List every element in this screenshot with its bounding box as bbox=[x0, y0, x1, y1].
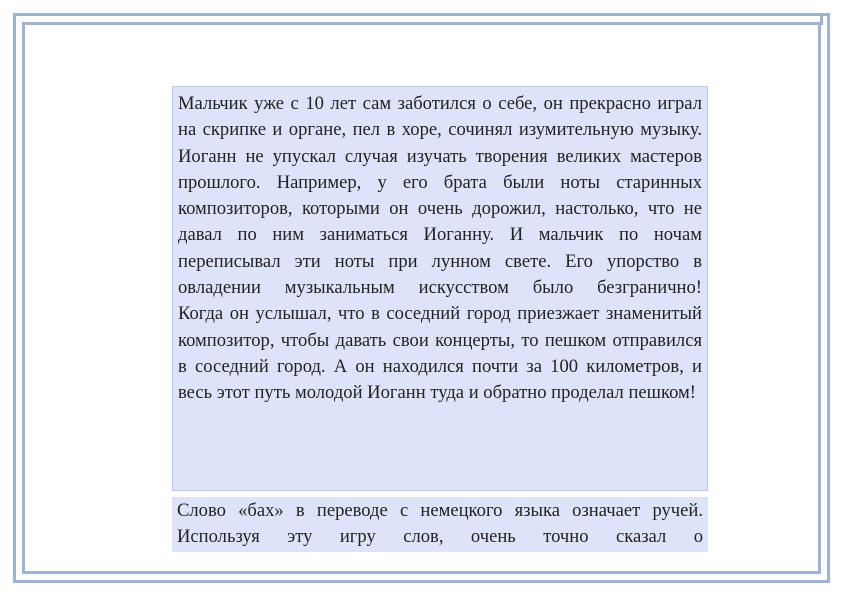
main-text-box bbox=[172, 86, 708, 491]
second-text-box bbox=[172, 497, 708, 552]
paragraph-1: Мальчик уже с 10 лет сам заботился о себе, он прекрасно играл на скрипке и органе, пел в хоре, сочинял изумительную музыку. bbox=[178, 93, 702, 141]
paragraph-2: Иоганн не упускал случая изучать творения великих мастеров прошлого. Например, у его брата были ноты старинных композиторов, которыми он очень дорожил, настолько, что не давал по ним заниматься Иоганну. И мальчик по ночам переписывал эти ноты при лунном свете. Его упорство в овладении музыкальным искусством было безгранично! bbox=[178, 145, 702, 299]
paragraph-4: Слово «бах» в переводе с немецкого языка означает ручей. Используя эту игру слов, очень точно сказал о bbox=[177, 500, 703, 548]
paragraph-3: Когда он услышал, что в соседний город приезжает знаменитый композитор, чтобы давать свои концерты, то пешком отправился в соседний город. А он находился почти за 100 километров, и весь этот путь молодой Иоганн туда и обратно проделал пешком! bbox=[178, 303, 702, 404]
frame-corner-line-top bbox=[820, 13, 823, 25]
frame-corner-line-left bbox=[13, 580, 25, 583]
